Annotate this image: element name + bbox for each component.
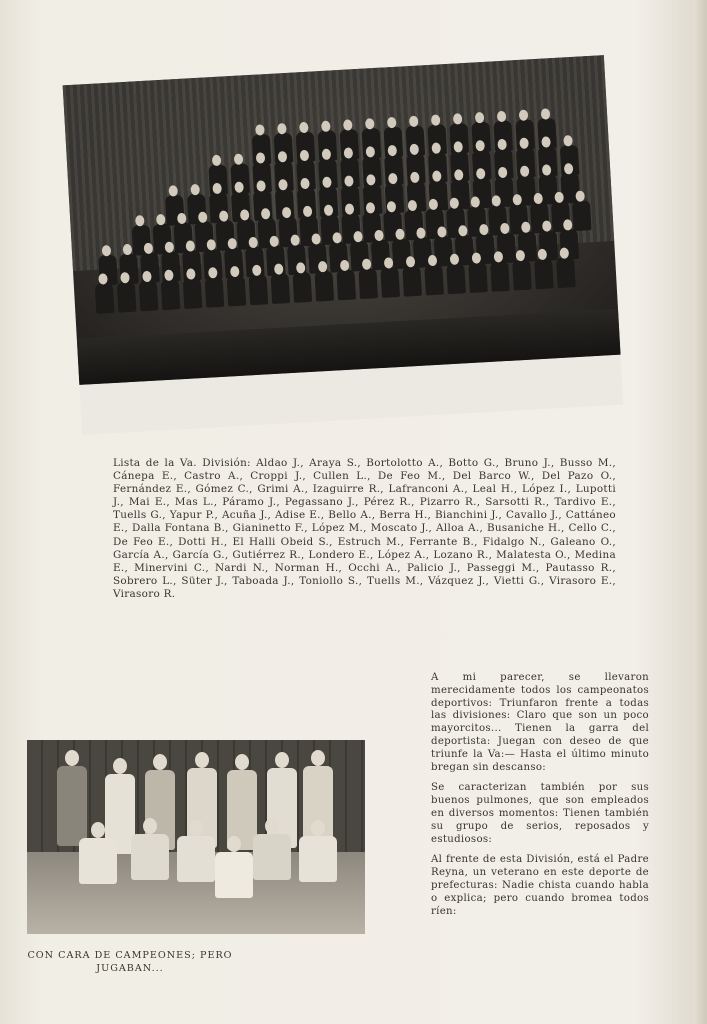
- commentary-paragraph-2: Se caracterizan también por sus buenos pulmones, que son empleados en diversos momentos: Tienen también su grupo de serios, reposados y estudiosos:: [431, 782, 649, 845]
- player-body: [299, 836, 337, 882]
- student-figure: [249, 274, 269, 305]
- player-crouching: [79, 822, 117, 884]
- student-figure: [139, 280, 159, 311]
- group-photo-division: [63, 55, 624, 435]
- page-edge: [693, 0, 707, 1024]
- player-crouching: [177, 820, 215, 882]
- student-figure: [161, 279, 181, 310]
- player-head: [265, 818, 279, 834]
- student-figure: [358, 268, 378, 299]
- student-figure: [314, 271, 334, 302]
- player-head: [275, 752, 289, 768]
- player-head: [227, 836, 241, 852]
- player-head: [195, 752, 209, 768]
- player-crouching: [253, 818, 291, 880]
- team-photo: [27, 740, 365, 934]
- player-head: [311, 820, 325, 836]
- roster-caption: [113, 457, 616, 601]
- student-figure: [490, 261, 510, 292]
- student-figure: [227, 276, 247, 307]
- player-crouching: [299, 820, 337, 882]
- player-crouching: [131, 818, 169, 880]
- student-figure: [292, 272, 312, 303]
- student-figure: [205, 277, 225, 308]
- student-figure: [271, 273, 291, 304]
- commentary-paragraph-3: Al frente de esta División, está el Padre Reyna, un veterano en este deporte de prefecturas: Nadie chista cuando habla o explica; pero cuando bromea todos ríen:: [431, 854, 649, 917]
- player-head: [189, 820, 203, 836]
- commentary-column: [431, 672, 649, 926]
- player-head: [91, 822, 105, 838]
- student-figure: [336, 269, 356, 300]
- player-body: [253, 834, 291, 880]
- group-photo-image: [63, 55, 621, 385]
- student-figure: [572, 200, 592, 231]
- student-figure: [556, 257, 576, 288]
- player-body: [215, 852, 253, 898]
- student-figure: [95, 283, 115, 314]
- student-figure: [380, 267, 400, 298]
- player-crouching: [215, 836, 253, 898]
- player-body: [79, 838, 117, 884]
- student-figure: [117, 282, 137, 313]
- player-body: [131, 834, 169, 880]
- team-photo-caption: CON CARA DE CAMPEONES; PERO JUGABAN...: [27, 950, 233, 974]
- student-figure: [512, 260, 532, 291]
- player-head: [153, 754, 167, 770]
- player-head: [311, 750, 325, 766]
- player-head: [143, 818, 157, 834]
- commentary-paragraph-1: A mi parecer, se llevaron merecidamente todos los campeonatos deportivos: Triunfaron frente a todas las divisiones: Claro que son un poco mayorcitos... Tienen la garra del deportista: Juegan con deseo de que triunfe la Va:— Hasta el último minuto bregan sin descanso:: [431, 672, 649, 773]
- player-head: [235, 754, 249, 770]
- student-figure: [183, 278, 203, 309]
- student-figure: [424, 264, 444, 295]
- student-figure: [468, 262, 488, 293]
- player-body: [177, 836, 215, 882]
- player-head: [65, 750, 79, 766]
- player-head: [113, 758, 127, 774]
- student-figure: [534, 258, 554, 289]
- student-figure: [446, 263, 466, 294]
- student-figure: [402, 266, 422, 297]
- roster-list-text: Lista de la Va. División: Aldao J., Araya S., Bortolotto A., Botto G., Bruno J., Busso M., Cánepa E., Castro A., Croppi J., Cullen L., De Feo M., Del Barco W., Del Pazo O., Fernández E., Gómez C., Grimi A., Izaguirre R., Lafranconi A., Leal H., López I., Lupotti J., Mai E., Mas L., Páramo J., Pegassano J., Pérez R., Pizarro R., Sarsotti R., Tardivo E., Tuells G., Yapur P., Acuña J., Adise E., Bello A., Berra H., Bianchini J., Cavallo J., Cattáneo E., Dalla Fontana B., Gianinetto F., López M., Moscato J., Alloa A., Busaniche H., Cello C., De Feo E., Dotti H., El Halli Obeid S., Estruch M., Ferrante B., Fidalgo N., Galeano O., García A., García G., Gutiérrez R., Londero E., López A., Lozano R., Malatesta O., Medina E., Minervini C., Nardi N., Norman H., Occhi A., Palicio J., Passeggi M., Pautasso R., Sobrero L., Süter J., Taboada J., Toniollo S., Tuells M., Vázquez J., Vietti G., Virasoro E., Virasoro R.: [113, 457, 616, 600]
